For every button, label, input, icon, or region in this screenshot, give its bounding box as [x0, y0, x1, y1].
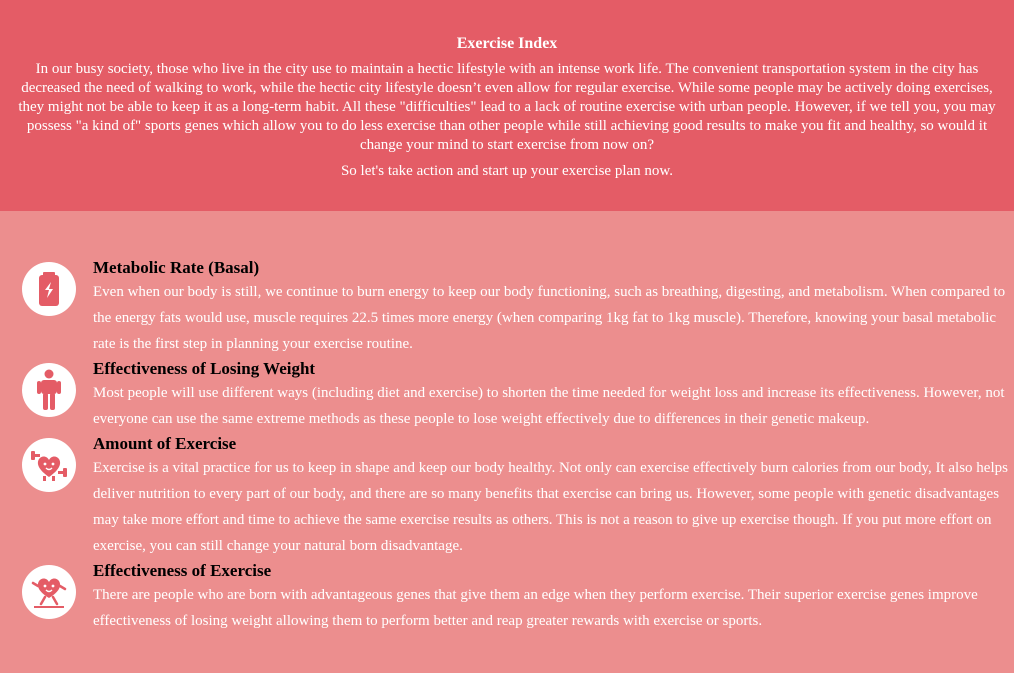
- intro-paragraph: In our busy society, those who live in the city use to maintain a hectic lifestyle with an intense work life. The convenient transportation system in the city has decreased the need of walking to work, while the hectic city lifestyle doesn’t even allow for regular exercise. While some people may be actively doing exercises, they might not be able to keep it as a long-term habit. All these "difficulties" lead to a lack of routine exercise with urban people. However, if we tell you, you may possess "a kind of" sports genes which allow you to do less exercise than other people while still achieving good results to make you fit and healthy, so would it change your mind to start exercise from now on?: [18, 61, 996, 153]
- person-icon: [22, 363, 76, 417]
- battery-can-icon: [22, 262, 76, 316]
- factor-description: Exercise is a vital practice for us to keep in shape and keep our body healthy. Not only can exercise effectively burn calories from our body, It also helps deliver nutrition to every part of our body, and there are so many benefits that exercise can bring us. However, some people with genetic disadvantages may take more effort and time to achieve the same exercise results as others. This is not a reason to give up exercise though. If you put more effort on exercise, you can still change your natural born disadvantage.: [93, 460, 1008, 554]
- factor-amount-of-exercise: [0, 434, 1014, 559]
- factor-effectiveness-of-exercise: [0, 561, 1014, 634]
- factor-title: Effectiveness of Exercise: [93, 561, 272, 580]
- factor-title: Effectiveness of Losing Weight: [93, 359, 316, 378]
- intro-header: [0, 0, 1014, 211]
- page-title: Exercise Index: [456, 35, 558, 52]
- factor-title: Metabolic Rate (Basal): [93, 258, 260, 277]
- factor-description: There are people who are born with advantageous genes that give them an edge when they perform exercise. Their superior exercise genes improve effectiveness of losing weight allowing them to perform better and reap greater rewards with exercise or sports.: [93, 587, 978, 629]
- factor-losing-weight: [0, 359, 1014, 432]
- heart-dumbbell-icon: [22, 438, 76, 492]
- factor-description: Most people will use different ways (including diet and exercise) to shorten the time needed for weight loss and increase its effectiveness. However, not everyone can use the same extreme methods as these people to lose weight effectively due to differences in their genetic makeup.: [93, 385, 1005, 427]
- heart-running-icon: [22, 565, 76, 619]
- factor-metabolic-rate: [0, 258, 1014, 357]
- call-to-action-text: So let's take action and start up your exercise plan now.: [340, 163, 674, 179]
- exercise-factors-section: [0, 211, 1014, 673]
- factor-description: Even when our body is still, we continue to burn energy to keep our body functioning, such as breathing, digesting, and metabolism. When compared to the energy fats would use, muscle requires 22.5 times more energy (when comparing 1kg fat to 1kg muscle). Therefore, knowing your basal metabolic rate is the first step in planning your exercise routine.: [93, 284, 1006, 352]
- factor-title: Amount of Exercise: [93, 434, 237, 453]
